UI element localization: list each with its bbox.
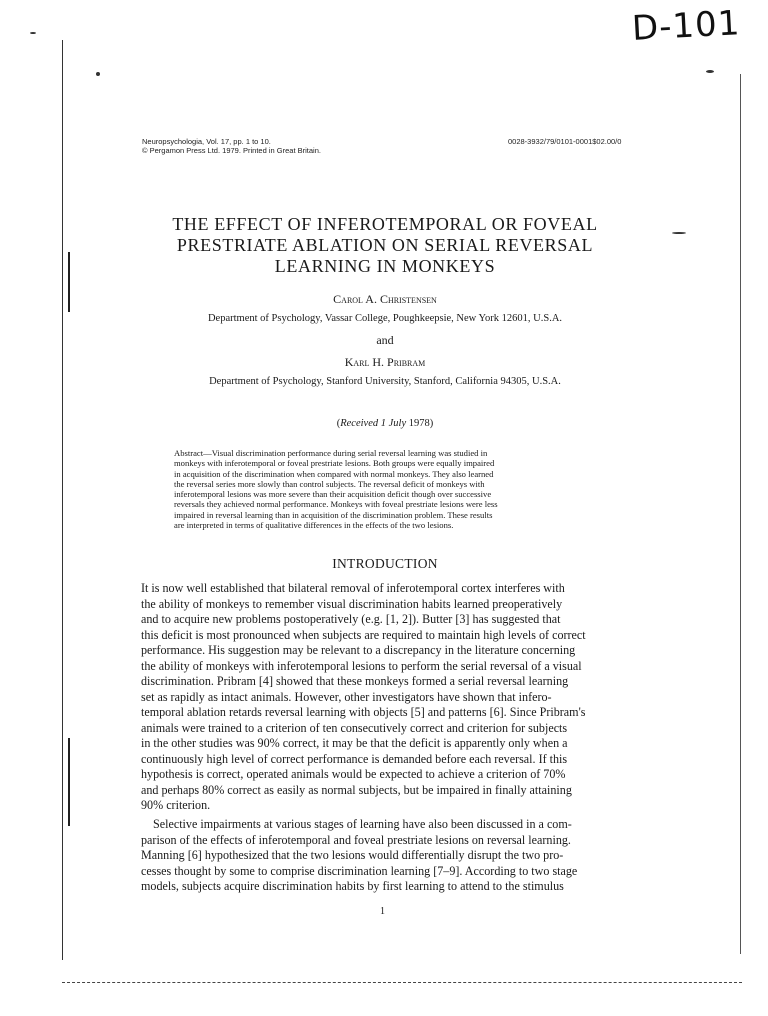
body-line: hypothesis is correct, operated animals would be expected to achieve a criterion of 70% [141,767,566,781]
scan-bottom-border [62,982,742,983]
author-affiliation: Department of Psychology, Stanford University, Stanford, California 94305, U.S.A. [209,376,561,387]
article-code: 0028-3932/79/0101-0001$02.00/0 [508,137,622,146]
body-line: animals were trained to a criterion of ten consecutively correct and criterion for subjects [141,720,568,735]
body-line: cesses thought by some to comprise discrimination learning [7–9]. According to two stage [141,863,578,878]
abstract-line: monkeys with inferotemporal or foveal prestriate lesions. Both groups were equally impaired [174,458,495,469]
received-year: 1978 [408,418,430,429]
author-name: Karl H. Pribram [344,355,426,369]
received-date: (Received 1 July 1978) [336,418,434,429]
body-line: and to acquire new problems postoperatively (e.g. [1, 2]). Butter [3] has suggested that [141,612,561,626]
paper-title [150,214,620,277]
handwritten-document-number: D-101 [631,3,742,49]
scan-speck [30,32,36,34]
body-line: performance. His suggestion may be relevant to a discrepancy in the literature concerning [141,643,576,657]
abstract-line: reversals they achieved normal performance. Monkeys with foveal prestriate lesions were less [174,499,498,510]
body-line: and perhaps 80% correct as easily as normal subjects, but be impaired in finally attaining [141,782,572,797]
scan-speck [672,232,686,234]
title-line: LEARNING IN MONKEYS [274,256,496,276]
abstract-line: in acquisition of the discrimination when compared with normal monkeys. They also learned [174,468,494,479]
margin-bracket-mark [62,252,70,312]
abstract-line: inferotemporal lesions was more severe than their acquisition deficit though over successive [174,489,492,500]
body-line: this deficit is most pronounced when subjects are required to maintain high levels of correct [141,627,586,642]
body-paragraph [141,817,631,895]
scan-right-border [740,74,741,954]
body-line: the ability of monkeys with inferotemporal lesions to perform the serial reversal of a visual [141,658,582,673]
publisher-line: © Pergamon Press Ltd. 1979. Printed in Great Britain. [142,146,321,155]
abstract-line: are interpreted in terms of qualitative differences in the effects of the two lesions. [174,520,454,531]
journal-header [142,137,321,155]
body-line: continuously high level of correct performance is demanded before each reversal. If this [141,751,568,766]
body-line: set as rapidly as intact animals. However, other investigators have shown that infero- [141,689,552,704]
scan-speck [96,72,100,76]
body-line: 90% criterion. [141,798,211,812]
body-line: models, subjects acquire discrimination habits by first learning to attend to the stimulus [141,879,564,893]
abstract-line: Abstract—Visual discrimination performance during serial reversal learning was studied in [174,448,488,458]
body-line: discrimination. Pribram [4] showed that these monkeys formed a serial reversal learning [141,674,569,688]
journal-citation: Neuropsychologia, Vol. 17, pp. 1 to 10. [142,137,271,146]
body-line: Manning [6] hypothesized that the two lesions would differentially disrupt the two pro- [141,848,564,862]
body-line: parison of the effects of inferotemporal and foveal prestriate lesions on reversal learning. [141,832,571,847]
abstract [174,448,596,530]
title-line: THE EFFECT OF INFEROTEMPORAL OR FOVEAL [172,214,598,234]
body-line: temporal ablation retards reversal learning with objects [5] and patterns [6]. Since Pribram's [141,705,586,719]
abstract-line: impaired in reversal learning than in acquisition of the discrimination problem. These results [174,509,493,520]
received-day: 1 July [380,418,407,429]
page-number: 1 [380,906,385,917]
body-line: Selective impairments at various stages of learning have also been discussed in a com- [153,817,572,831]
author-affiliation: Department of Psychology, Vassar College, Poughkeepsie, New York 12601, U.S.A. [207,313,563,324]
body-line: in the other studies was 90% correct, it may be that the deficit is apparently only when a [141,736,568,750]
author-conjunction: and [376,333,394,347]
margin-bracket-mark [62,738,70,826]
abstract-line: the reversal series more slowly than control subjects. The reversal deficit of monkeys with [174,478,485,489]
section-heading: INTRODUCTION [332,556,438,571]
body-paragraph [141,581,631,814]
received-label: Received [340,418,379,429]
scan-speck [706,70,714,73]
title-line: PRESTRIATE ABLATION ON SERIAL REVERSAL [176,235,594,255]
body-line: the ability of monkeys to remember visual discrimination habits learned preoperatively [141,596,563,611]
body-line: It is now well established that bilateral removal of inferotemporal cortex interferes with [141,581,565,595]
author-name: Carol A. Christensen [333,292,437,306]
